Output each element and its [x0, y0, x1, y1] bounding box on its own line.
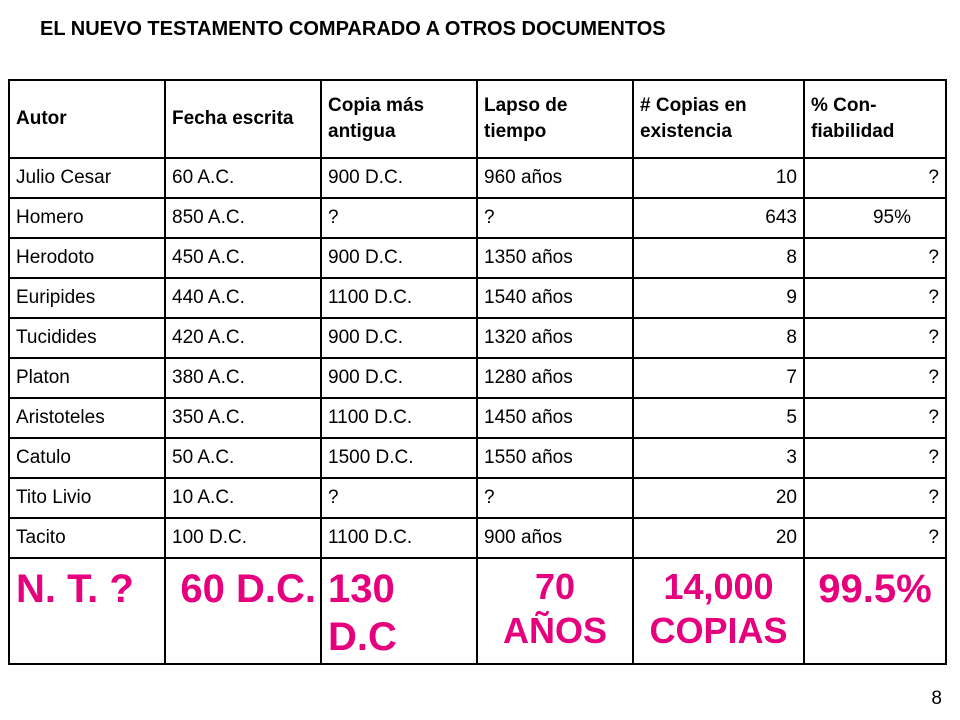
cell-reliability: ?: [804, 398, 946, 438]
nt-author-cell: N. T. ?: [9, 558, 165, 664]
cell-copies: 10: [633, 158, 804, 198]
cell-reliability: ?: [804, 158, 946, 198]
cell-reliability: ?: [804, 318, 946, 358]
nt-earliest-copy-cell: 130 D.C: [321, 558, 477, 664]
table-row: [9, 518, 946, 558]
cell-time-span: 1350 años: [477, 238, 633, 278]
cell-date: 100 D.C.: [165, 518, 321, 558]
cell-time-span: 960 años: [477, 158, 633, 198]
cell-author: Tito Livio: [9, 478, 165, 518]
cell-earliest-copy: 1100 D.C.: [321, 398, 477, 438]
cell-date: 350 A.C.: [165, 398, 321, 438]
cell-earliest-copy: ?: [321, 198, 477, 238]
cell-reliability: ?: [804, 358, 946, 398]
cell-reliability: 95%: [804, 198, 946, 238]
cell-time-span: 1540 años: [477, 278, 633, 318]
page-number: 8: [931, 688, 942, 709]
table-row: [9, 278, 946, 318]
table-row: [9, 318, 946, 358]
table-row: [9, 198, 946, 238]
nt-copies-cell: 14,000 COPIAS: [633, 558, 804, 664]
table-row: [9, 358, 946, 398]
column-header-copies: # Copias en existencia: [633, 80, 804, 158]
nt-time-span-cell: 70 AÑOS: [477, 558, 633, 664]
cell-copies: 9: [633, 278, 804, 318]
nt-reliability-cell: 99.5%: [804, 558, 946, 664]
cell-date: 850 A.C.: [165, 198, 321, 238]
table-row: [9, 398, 946, 438]
cell-earliest-copy: 1500 D.C.: [321, 438, 477, 478]
column-header-author: Autor: [9, 80, 165, 158]
cell-time-span: 900 años: [477, 518, 633, 558]
cell-author: Tacito: [9, 518, 165, 558]
cell-earliest-copy: 900 D.C.: [321, 238, 477, 278]
cell-author: Euripides: [9, 278, 165, 318]
cell-copies: 20: [633, 518, 804, 558]
slide-title: EL NUEVO TESTAMENTO COMPARADO A OTROS DOCUMENTOS: [40, 18, 666, 40]
cell-reliability: ?: [804, 438, 946, 478]
cell-reliability: ?: [804, 238, 946, 278]
cell-author: Aristoteles: [9, 398, 165, 438]
cell-earliest-copy: ?: [321, 478, 477, 518]
cell-time-span: 1320 años: [477, 318, 633, 358]
cell-date: 440 A.C.: [165, 278, 321, 318]
column-header-date-written: Fecha escrita: [165, 80, 321, 158]
cell-time-span: 1450 años: [477, 398, 633, 438]
cell-earliest-copy: 1100 D.C.: [321, 518, 477, 558]
column-header-time-span: Lapso de tiempo: [477, 80, 633, 158]
cell-copies: 3: [633, 438, 804, 478]
cell-copies: 8: [633, 318, 804, 358]
cell-time-span: 1550 años: [477, 438, 633, 478]
cell-earliest-copy: 900 D.C.: [321, 318, 477, 358]
cell-reliability: ?: [804, 478, 946, 518]
cell-author: Herodoto: [9, 238, 165, 278]
cell-time-span: ?: [477, 478, 633, 518]
cell-date: 60 A.C.: [165, 158, 321, 198]
column-header-earliest-copy: Copia más antigua: [321, 80, 477, 158]
cell-earliest-copy: 900 D.C.: [321, 158, 477, 198]
cell-copies: 8: [633, 238, 804, 278]
table-row: [9, 158, 946, 198]
nt-date-cell: 60 D.C.: [165, 558, 321, 664]
cell-earliest-copy: 900 D.C.: [321, 358, 477, 398]
cell-date: 50 A.C.: [165, 438, 321, 478]
cell-reliability: ?: [804, 278, 946, 318]
cell-copies: 7: [633, 358, 804, 398]
cell-date: 420 A.C.: [165, 318, 321, 358]
table-row: [9, 478, 946, 518]
cell-time-span: 1280 años: [477, 358, 633, 398]
cell-author: Platon: [9, 358, 165, 398]
table-row: [9, 238, 946, 278]
cell-reliability: ?: [804, 518, 946, 558]
cell-date: 10 A.C.: [165, 478, 321, 518]
cell-author: Homero: [9, 198, 165, 238]
cell-date: 450 A.C.: [165, 238, 321, 278]
table-row: [9, 438, 946, 478]
table-header-row: [9, 80, 946, 158]
cell-copies: 643: [633, 198, 804, 238]
cell-author: Julio Cesar: [9, 158, 165, 198]
new-testament-row: [9, 558, 946, 664]
cell-time-span: ?: [477, 198, 633, 238]
cell-copies: 5: [633, 398, 804, 438]
comparison-table: [8, 79, 947, 665]
cell-date: 380 A.C.: [165, 358, 321, 398]
cell-author: Catulo: [9, 438, 165, 478]
cell-copies: 20: [633, 478, 804, 518]
cell-author: Tucidides: [9, 318, 165, 358]
column-header-reliability: % Con- fiabilidad: [804, 80, 946, 158]
cell-earliest-copy: 1100 D.C.: [321, 278, 477, 318]
